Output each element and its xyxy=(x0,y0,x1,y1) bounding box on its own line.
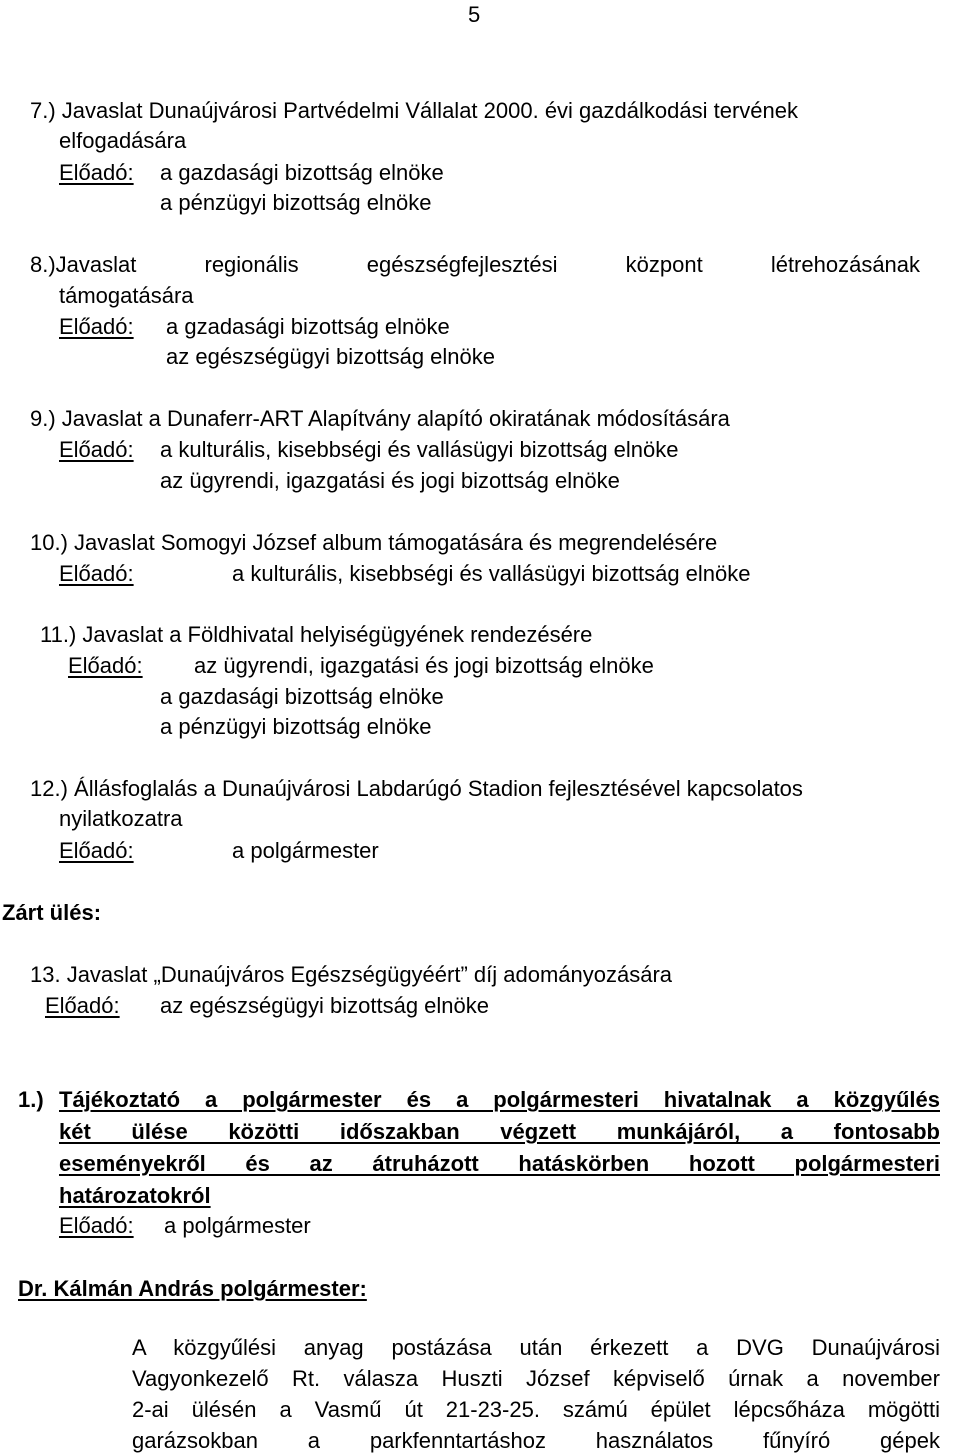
agenda-item-11-presenter-3: a pénzügyi bizottság elnöke xyxy=(160,714,432,739)
closed-session-heading: Zárt ülés: xyxy=(2,900,102,925)
page-number: 5 xyxy=(468,2,481,27)
agenda-item-7-presenter-2: a pénzügyi bizottság elnöke xyxy=(160,190,432,215)
agenda-item-8-presenter-1: a gzadasági bizottság elnöke xyxy=(166,314,450,339)
agenda-item-13-presenter: az egészségügyi bizottság elnöke xyxy=(160,993,489,1018)
agenda-item-10-title-line-1: 10.) Javaslat Somogyi József album támogatására és megrendelésére xyxy=(30,530,718,555)
agenda-item-9-presenter-label: Előadó: xyxy=(59,437,134,462)
info-item-1-title-line-4: határozatokról xyxy=(59,1183,211,1208)
info-item-1-number: 1.) xyxy=(18,1087,44,1112)
agenda-item-12-title-line-2: nyilatkozatra xyxy=(59,806,183,831)
agenda-item-7-presenter-1: a gazdasági bizottság elnöke xyxy=(160,160,444,185)
agenda-item-8-presenter-label: Előadó: xyxy=(59,314,134,339)
agenda-item-10-presenter-1: a kulturális, kisebbségi és vallásügyi bizottság elnöke xyxy=(232,561,751,586)
agenda-item-7-presenter-label: Előadó: xyxy=(59,160,134,185)
agenda-item-8-presenter-2: az egészségügyi bizottság elnöke xyxy=(166,344,495,369)
agenda-item-7-title-line-2: elfogadására xyxy=(59,128,187,153)
info-item-1-title-line-3: eseményekről és az átruházott hatáskörben hozott polgármesteri xyxy=(59,1151,940,1176)
paragraph-line-1: A közgyűlési anyag postázása után érkezett a DVG Dunaújvárosi xyxy=(132,1335,940,1360)
agenda-item-12-presenter-label: Előadó: xyxy=(59,838,134,863)
agenda-item-13-presenter-label: Előadó: xyxy=(45,993,120,1018)
info-item-1-presenter: a polgármester xyxy=(164,1213,311,1238)
speaker-heading: Dr. Kálmán András polgármester: xyxy=(18,1276,367,1301)
agenda-item-12-title-line-1: 12.) Állásfoglalás a Dunaújvárosi Labdarúgó Stadion fejlesztésével kapcsolatos xyxy=(30,776,803,801)
info-item-1-title-line-2: két ülése közötti időszakban végzett munkájáról, a fontosabb xyxy=(59,1119,940,1144)
paragraph-line-4: garázsokban a parkfenntartáshoz használatos fűnyíró gépek xyxy=(132,1428,940,1453)
info-item-1-title-line-1: Tájékoztató a polgármester és a polgármesteri hivatalnak a közgyűlés xyxy=(59,1087,940,1112)
paragraph-line-2: Vagyonkezelő Rt. válasza Huszti József képviselő úrnak a november xyxy=(132,1366,940,1391)
agenda-item-10-presenter-label: Előadó: xyxy=(59,561,134,586)
agenda-item-8-title-line-2: támogatására xyxy=(59,283,194,308)
info-item-1-presenter-label: Előadó: xyxy=(59,1213,134,1238)
agenda-item-11-presenter-label: Előadó: xyxy=(68,653,143,678)
agenda-item-13-title: 13. Javaslat „Dunaújváros Egészségügyéért” díj adományozására xyxy=(30,962,673,987)
agenda-item-8-title-text: 8.)Javaslat regionális egészségfejlesztési központ létrehozásának xyxy=(30,252,921,277)
agenda-item-8-title-line-1 xyxy=(30,252,940,278)
agenda-item-11-presenter-1: az ügyrendi, igazgatási és jogi bizottság elnöke xyxy=(194,653,654,678)
agenda-item-9-presenter-1: a kulturális, kisebbségi és vallásügyi bizottság elnöke xyxy=(160,437,679,462)
agenda-item-9-presenter-2: az ügyrendi, igazgatási és jogi bizottság elnöke xyxy=(160,468,620,493)
agenda-item-11-title-line-1: 11.) Javaslat a Földhivatal helyiségügyének rendezésére xyxy=(40,622,593,647)
paragraph-line-3: 2-ai ülésén a Vasmű út 21-23-25. számú épület lépcsőháza mögötti xyxy=(132,1397,940,1422)
agenda-item-11-presenter-2: a gazdasági bizottság elnöke xyxy=(160,684,444,709)
agenda-item-7-title-line-1: 7.) Javaslat Dunaújvárosi Partvédelmi Vállalat 2000. évi gazdálkodási tervének xyxy=(30,98,798,123)
agenda-item-9-title-line-1: 9.) Javaslat a Dunaferr-ART Alapítvány alapító okiratának módosítására xyxy=(30,406,730,431)
agenda-item-12-presenter-1: a polgármester xyxy=(232,838,379,863)
